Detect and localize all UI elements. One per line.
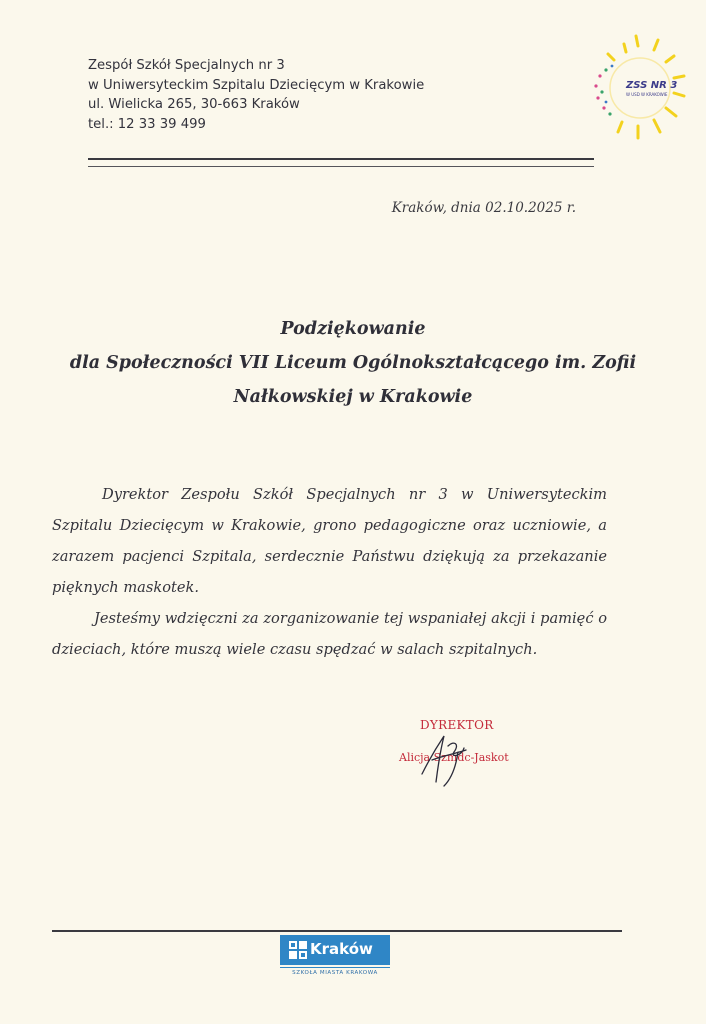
school-location-line: w Uniwersyteckim Szpitalu Dziecięcym w Krakowie xyxy=(88,77,425,93)
krakow-footer-logo xyxy=(280,935,390,979)
letter-date: Kraków, dnia 02.10.2025 r. xyxy=(391,200,576,216)
school-name-line: Zespół Szkół Specjalnych nr 3 xyxy=(88,58,285,73)
school-sun-logo xyxy=(586,30,690,142)
logo-main-text: ZSS NR 3 xyxy=(626,80,678,91)
header-divider-thin xyxy=(88,166,594,167)
director-stamp xyxy=(396,716,536,786)
logo-sub-text: W USD W KRAKOWIE xyxy=(626,92,668,97)
title-line-2: dla Społeczności VII Liceum Ogólnokształcącego im. Zofii xyxy=(69,353,637,373)
letter-title xyxy=(40,312,666,414)
body-paragraph-1: Dyrektor Zespołu Szkół Specjalnych nr 3 w Uniwersyteckim Szpitalu Dziecięcym w Krakowie, grono pedagogiczne oraz uczniowie, a zarazem pacjenci Szpitala, serdecznie Państwu dziękują za przekazanie pięknych maskotek. xyxy=(52,486,607,596)
handwritten-signature xyxy=(414,726,474,788)
school-phone-line: tel.: 12 33 39 499 xyxy=(88,116,206,132)
krakow-subtitle: SZKOŁA MIASTA KRAKOWA xyxy=(280,967,390,978)
footer-divider xyxy=(52,930,622,932)
stamp-title: DYREKTOR xyxy=(420,718,494,732)
letter-body xyxy=(52,479,607,665)
krakow-brand-text: Kraków xyxy=(310,940,373,958)
body-paragraph-2: Jesteśmy wdzięczni za zorganizowanie tej wspaniałej akcji i pamięć o dzieciach, które muszą wiele czasu spędzać w salach szpitalnych. xyxy=(52,610,607,658)
title-line-3: Nałkowskiej w Krakowie xyxy=(233,387,473,407)
stamp-name: Alicja Szmdc-Jaskot xyxy=(399,751,509,764)
krakow-logo-box xyxy=(280,935,390,965)
header-divider-thick xyxy=(88,158,594,160)
krakow-emblem-icon xyxy=(289,941,307,959)
school-street-line: ul. Wielicka 265, 30-663 Kraków xyxy=(88,97,300,112)
school-address-block xyxy=(88,56,424,134)
title-line-1: Podziękowanie xyxy=(280,319,426,339)
